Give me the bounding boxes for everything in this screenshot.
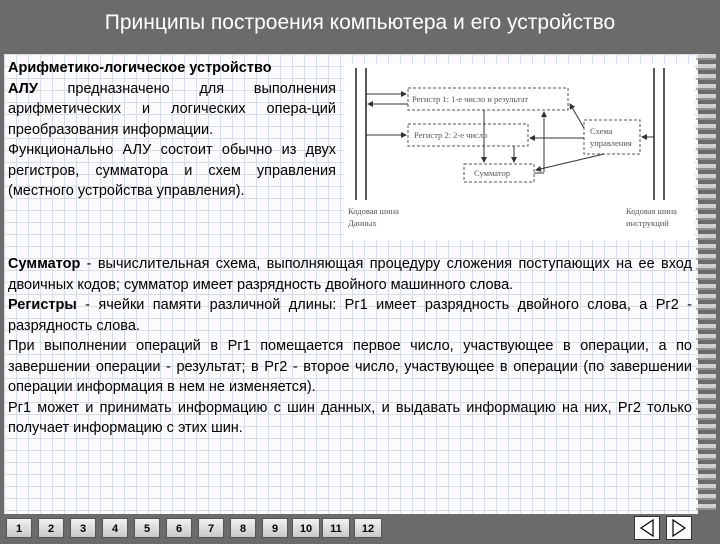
registers-paragraph xyxy=(8,295,692,336)
page-button-10[interactable]: 10 xyxy=(292,518,320,538)
data-bus-label-1: Кодовая шина xyxy=(348,206,399,216)
control-label-2: управления xyxy=(590,138,632,148)
alu-definition-text: предназначено для выполнения арифметических и логических опера-ций преобразования информации. xyxy=(8,80,336,138)
adder-label: Сумматор xyxy=(474,168,510,178)
instr-bus-label-2: инструкций xyxy=(626,218,669,228)
prev-slide-button[interactable] xyxy=(634,516,660,540)
section-heading: Арифметико-логическое устройство xyxy=(8,60,272,76)
registers-definition: - ячейки памяти различной длины: Рг1 имеет разрядность двойного слова, а Рг2 - разрядность слова. xyxy=(8,297,692,334)
control-label-1: Схема xyxy=(590,126,613,136)
page-button-5[interactable]: 5 xyxy=(134,518,160,538)
operation-paragraph: При выполнении операций в Рг1 помещается первое число, участвующее в операции, а по завершении операции - результат; в Рг2 - второе число, участвующее в операции (по завершении операции информация в нем не изменяется). xyxy=(8,338,692,395)
page-button-2[interactable]: 2 xyxy=(38,518,64,538)
instr-bus-label-1: Кодовая шина xyxy=(626,206,677,216)
arrow-control-to-adder xyxy=(536,154,604,170)
slide-navigation xyxy=(0,514,720,540)
slide-title: Принципы построения компьютера и его устройство xyxy=(0,0,720,46)
adder-term: Сумматор xyxy=(8,256,81,272)
page-button-12[interactable]: 12 xyxy=(354,518,382,538)
triangle-right-icon xyxy=(667,517,691,539)
page-button-7[interactable]: 7 xyxy=(198,518,224,538)
next-slide-button[interactable] xyxy=(666,516,692,540)
registers-term: Регистры xyxy=(8,297,77,313)
page-button-11[interactable]: 11 xyxy=(322,518,350,538)
bus-paragraph: Рг1 может и принимать информацию с шин данных, и выдавать информацию на них, Рг2 только получает информацию с этих шин. xyxy=(8,399,692,436)
spiral-binding xyxy=(696,54,716,514)
page-button-6[interactable]: 6 xyxy=(166,518,192,538)
page-button-8[interactable]: 8 xyxy=(230,518,256,538)
data-bus-label-2: Данных xyxy=(348,218,377,228)
page-button-1[interactable]: 1 xyxy=(6,518,32,538)
page-button-4[interactable]: 4 xyxy=(102,518,128,538)
alu-term: АЛУ xyxy=(8,80,38,97)
register1-label: Регистр 1: 1-е число и результат xyxy=(412,94,529,104)
triangle-left-icon xyxy=(635,517,659,539)
register2-label: Регистр 2: 2-е число xyxy=(414,130,488,140)
arrow-control-to-reg1 xyxy=(570,104,584,128)
adder-paragraph xyxy=(8,254,692,295)
adder-definition: - вычислительная схема, выполняющая процедуру сложения поступающих на ее вход двоичных кодов; сумматор имеет разрядность двойного машинного слова. xyxy=(8,256,692,293)
alu-details-text xyxy=(8,254,692,439)
alu-text-column xyxy=(8,58,336,202)
page-button-9[interactable]: 9 xyxy=(262,518,288,538)
alu-diagram xyxy=(344,64,694,240)
alu-structure: Функционально АЛУ состоит обычно из двух регистров, сумматора и схем управления (местного устройства управления). xyxy=(8,142,336,199)
page-button-3[interactable]: 3 xyxy=(70,518,96,538)
alu-definition xyxy=(8,79,336,141)
